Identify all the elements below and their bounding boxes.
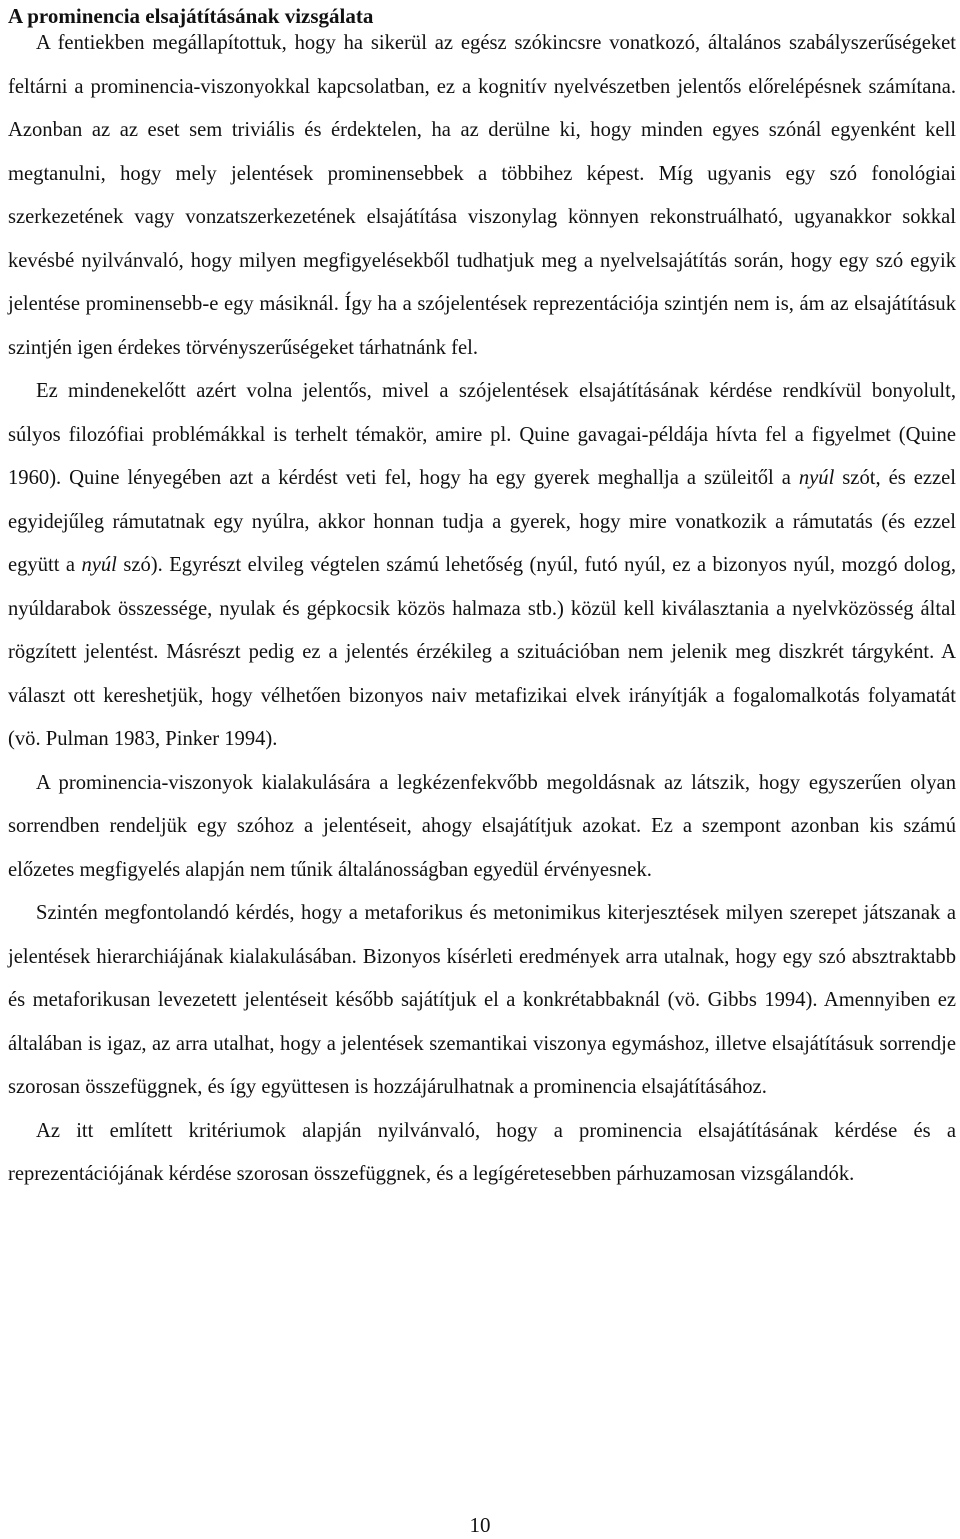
paragraph-5 xyxy=(8,1110,956,1197)
paragraph-3 xyxy=(8,762,956,893)
page-number: 10 xyxy=(469,1513,491,1537)
paragraph-2 xyxy=(8,370,956,762)
paragraph-1-text: A fentiekben megállapítottuk, hogy ha sikerül az egész szókincsre vonatkozó, általános szabályszerűségeket feltárni a prominencia-viszonyokkal kapcsolatban, ez a kognitív nyelvészetben jelentős előrelépésnek számítana. Azonban az az eset sem triviális és érdektelen, ha az derülne ki, hogy minden egyes szónál egyenként kell megtanulni, hogy mely jelentések prominensebbek a többihez képest. Míg ugyanis egy szó fonológiai szerkezetének vagy vonzatszerkezetének elsajátítása viszonylag könnyen rekonstruálható, ugyanakkor sokkal kevésbé nyilvánvaló, hogy milyen megfigyelésekből tudhatjuk meg a nyelvelsajátítás során, hogy egy szó egyik jelentése prominensebb-e egy másiknál. Így ha a szójelentések reprezentációja szintjén nem is, ám az elsajátításuk szintjén igen érdekes törvényszerűségeket tárhatnánk fel. xyxy=(8,32,956,359)
section-heading: A prominencia elsajátításának vizsgálata xyxy=(8,4,374,28)
paragraph-5-text: Az itt említett kritériumok alapján nyilvánvaló, hogy a prominencia elsajátításának kérdése és a reprezentációjának kérdése szorosan összefüggnek, és a legígéretesebben párhuzamosan vizsgálandók. xyxy=(8,1119,956,1185)
paragraph-2-italic-term-1: nyúl xyxy=(798,467,835,489)
paragraph-2-text-c: szó). Egyrészt elvileg végtelen számú lehetőség (nyúl, futó nyúl, ez a bizonyos nyúl, mozgó dolog, nyúldarabok összessége, nyulak és gépkocsik közös halmaza stb.) közül kell kiválasztania a nyelvközösség által rögzített jelentést. Másrészt pedig ez a jelentés érzékileg a szituációban nem jelenik meg diszkrét tárgyként. A választ ott kereshetjük, hogy vélhetően bizonyos naiv metafizikai elvek irányítják a fogalomalkotás folyamatát (vö. Pulman 1983, Pinker 1994). xyxy=(8,554,956,750)
document-page xyxy=(8,0,956,1197)
paragraph-4 xyxy=(8,892,956,1110)
paragraph-2-text-a: Ez mindenekelőtt azért volna jelentős, mivel a szójelentések elsajátításának kérdése rendkívül bonyolult, súlyos filozófiai problémákkal is terhelt témakör, amire pl. Quine gavagai-példája hívta fel a figyelmet (Quine 1960). Quine lényegében azt a kérdést veti fel, hogy ha egy gyerek meghallja a szüleitől a xyxy=(8,380,956,489)
paragraph-3-text: A prominencia-viszonyok kialakulására a legkézenfekvőbb megoldásnak az látszik, hogy egyszerűen olyan sorrendben rendeljük egy szóhoz a jelentéseit, ahogy elsajátítjuk azokat. Ez a szempont azonban kis számú előzetes megfigyelés alapján nem tűnik általánosságban egyedül érvényesnek. xyxy=(8,771,956,881)
paragraph-1 xyxy=(8,22,956,370)
paragraph-2-text-b: szót, és ezzel egyidejűleg rámutatnak egy nyúlra, akkor honnan tudja a gyerek, hogy mire vonatkozik a rámutatás (és ezzel együtt a xyxy=(8,467,956,576)
paragraph-4-text: Szintén megfontolandó kérdés, hogy a metaforikus és metonimikus kiterjesztések milyen szerepet játszanak a jelentések hierarchiájának kialakulásában. Bizonyos kísérleti eredmények arra utalnak, hogy egy szó absztraktabb és metaforikusan levezetett jelentéseit később sajátítjuk el a konkrétabbaknál (vö. Gibbs 1994). Amennyiben ez általában is igaz, az arra utalhat, hogy a jelentések szemantikai viszonya egymáshoz, illetve elsajátításuk sorrendje szorosan összefüggnek, és így együttesen is hozzájárulhatnak a prominencia elsajátításához. xyxy=(8,902,956,1098)
paragraph-2-italic-term-2: nyúl xyxy=(81,554,117,576)
